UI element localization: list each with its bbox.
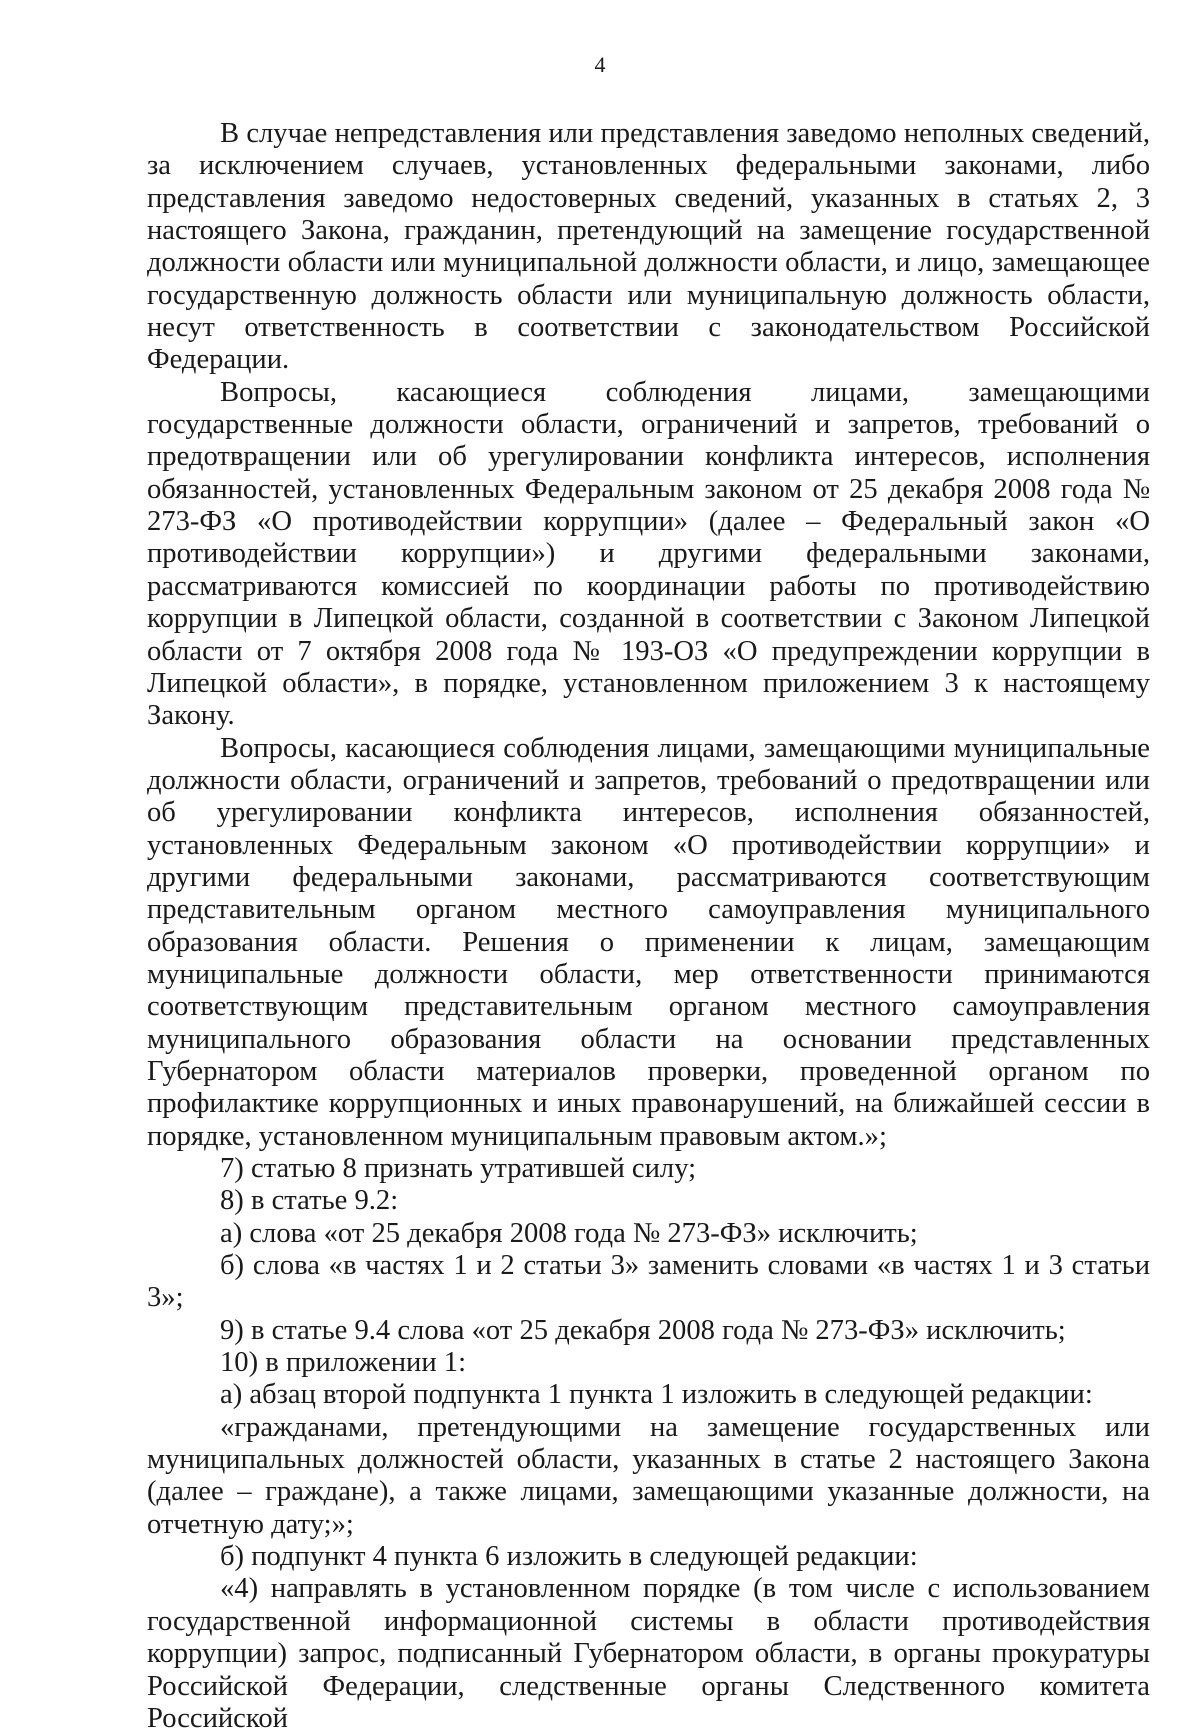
paragraph-item-10a: а) абзац второй подпункта 1 пункта 1 изложить в следующей редакции: xyxy=(220,1379,1093,1411)
paragraph-item-8a: а) слова «от 25 декабря 2008 года № 273-ФЗ» исключить; xyxy=(220,1217,918,1249)
paragraph-state-positions-commission: Вопросы, касающиеся соблюдения лицами, замещающими государственные должности области, ограничений и запретов, требований о предотвращении или об урегулировании конфликта интересов, исполнения обязанностей, установленных Федеральным законом от 25 декабря 2008 года № 273-ФЗ «О противодействии коррупции» (далее – Федеральный закон «О противодействии коррупции») и другими федеральными законами, рассматриваются комиссией по координации работы по противодействию коррупции в Липецкой области, созданной в соответствии с Законом Липецкой области от 7 октября 2008 года № 193-ОЗ «О предупреждении коррупции в Липецкой области», в порядке, установленном приложением 3 к настоящему Закону. xyxy=(147,376,1150,732)
page-number: 4 xyxy=(594,52,606,77)
paragraph-quoted-citizens: «гражданами, претендующими на замещение государственных или муниципальных должностей области, указанных в статье 2 настоящего Закона (далее – граждане), а также лицами, замещающими указанные должности, на отчетную дату;»; xyxy=(147,1411,1150,1540)
paragraph-item-10: 10) в приложении 1: xyxy=(220,1347,467,1379)
paragraph-item-10b: б) подпункт 4 пункта 6 изложить в следующей редакции: xyxy=(220,1541,918,1573)
paragraph-item-9: 9) в статье 9.4 слова «от 25 декабря 2008 года № 273-ФЗ» исключить; xyxy=(220,1314,1066,1346)
paragraph-item-8: 8) в статье 9.2: xyxy=(220,1185,399,1217)
document-body xyxy=(147,118,1150,1735)
paragraph-item-7: 7) статью 8 признать утратившей силу; xyxy=(220,1153,697,1184)
paragraph-municipal-positions: Вопросы, касающиеся соблюдения лицами, замещающими муниципальные должности области, ограничений и запретов, требований о предотвращении или об урегулировании конфликта интересов, исполнения обязанностей, установленных Федеральным законом «О противодействии коррупции» и другими федеральными законами, рассматриваются соответствующим представительным органом местного самоуправления муниципального образования области. Решения о применении к лицам, замещающим муниципальные должности области, мер ответственности принимаются соответствующим представительным органом местного самоуправления муниципального образования области на основании представленных Губернатором области материалов проверки, проведенной органом по профилактике коррупционных и иных правонарушений, на ближайшей сессии в порядке, установленном муниципальным правовым актом.»; xyxy=(147,732,1150,1152)
paragraph-quoted-subitem-4: «4) направлять в установленном порядке (в том числе с использованием государственной информационной системы в области противодействия коррупции) запрос, подписанный Губернатором области, в органы прокуратуры Российской Федерации, следственные органы Следственного комитета Российской xyxy=(147,1573,1150,1734)
paragraph-liability: В случае непредставления или представления заведомо неполных сведений, за исключением случаев, установленных федеральными законами, либо представления заведомо недостоверных сведений, указанных в статьях 2, 3 настоящего Закона, гражданин, претендующий на замещение государственной должности области или муниципальной должности области, и лицо, замещающее государственную должность области или муниципальную должность области, несут ответственность в соответствии с законодательством Российской Федерации. xyxy=(147,118,1150,376)
paragraph-item-8b: б) слова «в частях 1 и 2 статьи 3» заменить словами «в частях 1 и 3 статьи 3»; xyxy=(147,1250,1150,1314)
